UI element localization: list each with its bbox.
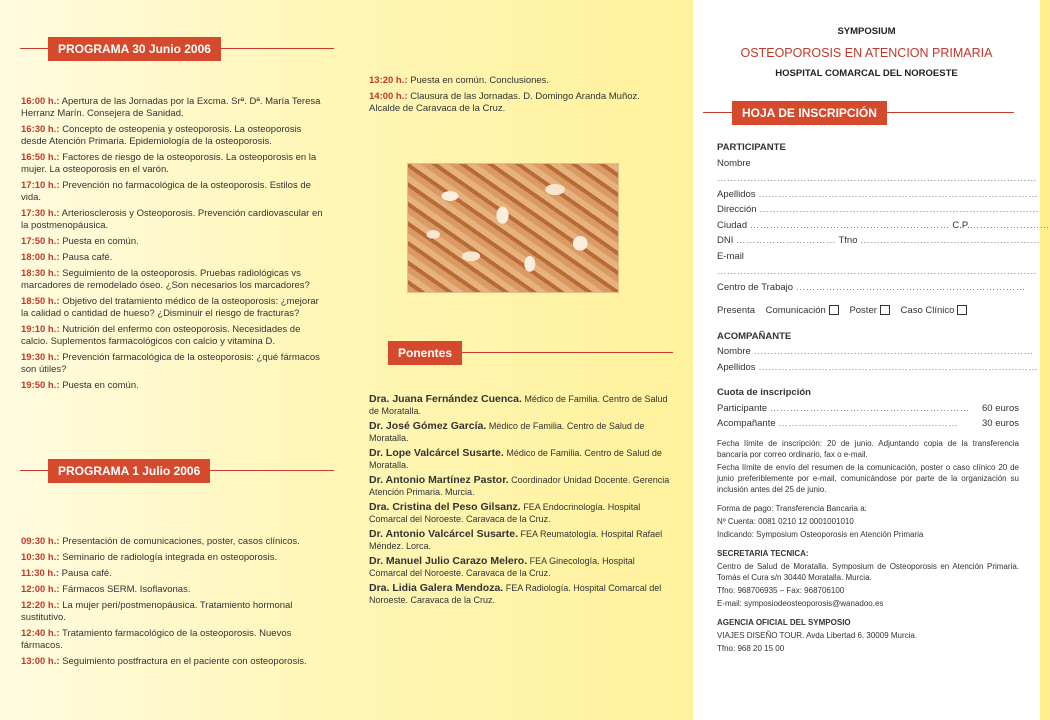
hospital-name: HOSPITAL COMARCAL DEL NOROESTE (775, 68, 958, 79)
symposium-title: OSTEOPOROSIS EN ATENCION PRIMARIA (740, 46, 993, 60)
program-item (21, 600, 327, 624)
email-label: E-mail (717, 250, 744, 262)
program-item-text: Clausura de las Jornadas. D. Domingo Aranda Muñoz. Alcalde de Caravaca de la Cruz. (369, 91, 640, 114)
tfno-label: Tfno (838, 235, 858, 246)
program-item-text: Concepto de osteopenia y osteoporosis. La osteoporosis desde Atención Primaria. Epidemiología de la osteoporosis. (21, 124, 302, 147)
program-item-text: Objetivo del tratamiento médico de la osteoporosis: ¿mejorar la calidad o cantidad de hueso? ¿Disminuir el riesgo de fracturas? (21, 296, 319, 319)
programa-30-junio-list (21, 96, 327, 396)
participante-heading: PARTICIPANTE (717, 142, 786, 153)
secretaria-address: Centro de Salud de Moratalla. Symposium de Osteoporosis en Atención Primaria. Tomás el Cura s/n 30440 Moratalla. Murcia. (717, 561, 1019, 582)
cuota-acompanante-label: Acompañante (717, 418, 776, 429)
program-item-text: Seguimiento de la osteoporosis. Pruebas radiológicas vs marcadores de remodelado óseo. ¿Son necesarios los marcadores? (21, 268, 310, 291)
ponente-role: FEA Reumatología. Hospital Rafael Méndez. Lorca. (369, 529, 663, 551)
cuota-participante-row: Participante …………………………………………………… 60 euros (717, 401, 1019, 417)
program-item-text: Puesta en común. Conclusiones. (410, 75, 550, 86)
programa-1-julio-title: PROGRAMA 1 Julio 2006 (48, 459, 210, 483)
program-item (21, 96, 327, 120)
ciudad-field[interactable]: Ciudad …………………………………………………… C.P.…………………… (717, 219, 1050, 231)
program-item (21, 252, 327, 264)
ponente-name: Dr. Manuel Julio Carazo Melero. (369, 555, 528, 567)
program-item-time: 18:30 h.: (21, 268, 60, 279)
cuota-acompanante-value: 30 euros (982, 418, 1019, 429)
poster-label: Poster (849, 305, 877, 316)
comunicacion-label: Comunicación (765, 305, 826, 316)
program-item-text: Pausa café. (62, 252, 113, 263)
program-item-time: 19:50 h.: (21, 380, 60, 391)
hoja-inscripcion-title: HOJA DE INSCRIPCIÓN (732, 101, 887, 125)
cuota-heading: Cuota de inscripción (717, 387, 811, 398)
apellidos-label: Apellidos (717, 188, 756, 200)
program-item-time: 16:30 h.: (21, 124, 60, 135)
program-item-text: Apertura de las Jornadas por la Excma. Srª. Dª. María Teresa Herranz Marín. Consejera de Sanidad. (21, 96, 321, 119)
centro-label: Centro de Trabajo (717, 281, 794, 293)
ponentes-title: Ponentes (388, 341, 462, 365)
nombre-field[interactable]: …………………………………………………………………………………… (717, 173, 1037, 184)
program-item-time: 12:40 h.: (21, 628, 60, 639)
hoja-inscripcion-header (703, 101, 1014, 125)
program-item (21, 236, 327, 248)
ponente-name: Dra. Lidia Galera Mendoza. (369, 582, 504, 594)
ponente-name: Dr. Antonio Martínez Pastor. (369, 474, 509, 486)
dni-label: DNI (717, 235, 734, 246)
agencia-phone: Tfno: 968 20 15 00 (717, 643, 785, 653)
program-item (21, 352, 327, 376)
program-item (21, 324, 327, 348)
program-item-time: 18:50 h.: (21, 296, 60, 307)
ponente-item (369, 582, 673, 606)
programa-1-julio-header (20, 459, 334, 483)
program-item-time: 12:00 h.: (21, 584, 60, 595)
direccion-field[interactable]: Dirección ………………………………………………………………………… (717, 204, 1040, 215)
acomp-apellidos-field[interactable]: Apellidos ………………………………………………………………………… (717, 361, 1039, 373)
ponente-name: Dra. Juana Fernández Cuenca. (369, 393, 522, 405)
registration-form (717, 140, 1050, 656)
ponente-name: Dr. José Gómez García. (369, 420, 487, 432)
caso-clinico-checkbox[interactable] (957, 305, 967, 315)
program-item-text: Pausa café. (61, 568, 112, 579)
program-item (21, 380, 327, 392)
ponente-name: Dr. Lope Valcárcel Susarte. (369, 447, 504, 459)
ponente-role: Médico de Familia. Centro de Salud de Moratalla. (369, 448, 662, 470)
program-item-time: 09:30 h.: (21, 536, 60, 547)
ponentes-list (369, 393, 673, 609)
acomp-apellidos-label: Apellidos (717, 361, 756, 373)
ponente-role: FEA Radiología. Hospital Comarcal del Noroeste. Caravaca de la Cruz. (369, 583, 662, 605)
presenta-row (717, 303, 1019, 319)
acomp-nombre-label: Nombre (717, 346, 751, 357)
ponente-item (369, 528, 673, 552)
program-item-text: Presentación de comunicaciones, poster, casos clínicos. (62, 536, 300, 547)
ponente-role: Médico de Familia. Centro de Salud de Moratalla. (369, 421, 645, 443)
program-item-time: 17:50 h.: (21, 236, 60, 247)
ponente-name: Dr. Antonio Valcárcel Susarte. (369, 528, 518, 540)
program-item (369, 75, 669, 87)
program-item (21, 208, 327, 232)
program-item (21, 584, 327, 596)
program-item-time: 13:00 h.: (21, 656, 60, 667)
program-item (21, 568, 327, 580)
program-item-text: Nutrición del enfermo con osteoporosis. Necesidades de calcio. Suplementos farmacológicos con calcio y vitamina D. (21, 324, 301, 347)
ponente-item (369, 447, 673, 471)
program-item-time: 11:30 h.: (21, 568, 60, 579)
nombre-label: Nombre (717, 157, 751, 169)
symposium-label: SYMPOSIUM (837, 26, 896, 37)
program-item (21, 268, 327, 292)
program-item-time: 19:30 h.: (21, 352, 60, 363)
ponente-role: Médico de Familia. Centro de Salud de Moratalla. (369, 394, 668, 416)
fecha-limite-resumen: Fecha límite de envío del resumen de la comunicación, poster o caso clínico 20 de junio preferiblemente por e-mail, comunicándose por parte de la organización su inclusión antes del 25 de junio. (717, 462, 1019, 494)
program-item (21, 296, 327, 320)
direccion-label: Dirección (717, 204, 757, 215)
agencia-address: VIAJES DISEÑO TOUR. Avda Libertad 6. 30009 Murcia. (717, 630, 918, 640)
program-item-text: Seminario de radiología integrada en osteoporosis. (62, 552, 278, 563)
program-item-text: Prevención no farmacológica de la osteoporosis. Estilos de vida. (21, 180, 311, 203)
program-item-time: 16:50 h.: (21, 152, 60, 163)
program-item (21, 552, 327, 564)
program-item-time: 17:10 h.: (21, 180, 60, 191)
program-item-text: Tratamiento farmacológico de la osteoporosis. Nuevos fármacos. (21, 628, 292, 651)
program-item-time: 19:10 h.: (21, 324, 60, 335)
program-item (369, 91, 669, 115)
program-item-time: 14:00 h.: (369, 91, 408, 102)
program-item-time: 17:30 h.: (21, 208, 60, 219)
fecha-limite-inscripcion: Fecha límite de inscripción: 20 de junio. Adjuntando copia de la transferencia bancaria por correo ordinario, fax o e-mail. (717, 438, 1019, 459)
secretaria-heading: SECRETARIA TECNICA: (717, 548, 809, 558)
program-item (21, 628, 327, 652)
caso-clinico-label: Caso Clínico (900, 305, 955, 316)
program-item-time: 16:00 h.: (21, 96, 60, 107)
email-field[interactable]: …………………………………………………………………………………… (717, 266, 1037, 277)
ciudad-label: Ciudad (717, 219, 748, 231)
ponente-role: FEA Ginecología. Hospital Comarcal del Noroeste. Caravaca de la Cruz. (369, 556, 635, 578)
apellidos-field[interactable]: Apellidos ………………………………………………………………………… (717, 188, 1039, 200)
centro-field[interactable]: Centro de Trabajo …………………………………………………………… (717, 281, 1026, 293)
cp-label: C.P. (952, 219, 970, 231)
program-item-text: Arteriosclerosis y Osteoporosis. Prevención cardiovascular en la postmenopáusica. (21, 208, 323, 231)
acomp-nombre-field[interactable]: Nombre ………………………………………………………………………… (717, 346, 1034, 357)
program-item-text: Puesta en común. (62, 380, 139, 391)
ponente-name: Dra. Cristina del Peso Gilsanz. (369, 501, 521, 513)
programa-30-junio-title: PROGRAMA 30 Junio 2006 (48, 37, 221, 61)
presenta-label: Presenta (717, 305, 756, 316)
programa-1-julio-list (21, 536, 327, 672)
program-item-text: Seguimiento postfractura en el paciente con osteoporosis. (62, 656, 307, 667)
program-item (21, 152, 327, 176)
numero-cuenta: Nº Cuenta: 0081 0210 12 0001001010 (717, 516, 854, 526)
secretaria-phone: Tfno: 968706935 – Fax: 968706100 (717, 585, 845, 595)
bone-trabecular-photo (407, 163, 619, 293)
program-item-time: 13:20 h.: (369, 75, 408, 86)
ponente-item (369, 393, 673, 417)
program-item-time: 18:00 h.: (21, 252, 60, 263)
cuota-participante-value: 60 euros (982, 402, 1019, 414)
poster-checkbox[interactable] (880, 305, 890, 315)
program-item-time: 10:30 h.: (21, 552, 60, 563)
ponentes-header (388, 341, 673, 365)
program-item-text: Prevención farmacológica de la osteoporosis: ¿qué fármacos son útiles? (21, 352, 320, 375)
program-item-text: Factores de riesgo de la osteoporosis. La osteoporosis en la mujer. La osteoporosis en el varón. (21, 152, 317, 175)
ponente-item (369, 501, 673, 525)
indicando-text: Indicando: Symposium Osteoporosis en Atención Primaria (717, 529, 924, 539)
ponente-item (369, 420, 673, 444)
comunicacion-checkbox[interactable] (829, 305, 839, 315)
dni-field[interactable]: DNI ………………………… Tfno ……………………………………………… (717, 235, 1041, 246)
program-item (21, 536, 327, 548)
program-item-text: Puesta en común. (62, 236, 139, 247)
ponente-item (369, 474, 673, 498)
ponente-item (369, 555, 673, 579)
program-item-time: 12:20 h.: (21, 600, 60, 611)
acompanante-heading: ACOMPAÑANTE (717, 330, 792, 342)
program-item (21, 124, 327, 148)
secretaria-email[interactable]: E-mail: symposiodeosteoporosis@wanadoo.es (717, 598, 884, 608)
ponente-role: FEA Endocrinología. Hospital Comarcal del Noroeste. Caravaca de la Cruz. (369, 502, 641, 524)
programa-30-junio-header (20, 37, 334, 61)
forma-pago: Forma de pago: Transferencia Bancaria a: (717, 503, 867, 513)
agencia-heading: AGENCIA OFICIAL DEL SYMPOSIO (717, 617, 851, 627)
program-item (21, 656, 327, 668)
program-item-text: La mujer peri/postmenopáusica. Tratamiento hormonal sustitutivo. (21, 600, 293, 623)
cuota-acompanante-row: Acompañante ……………………………………………… 30 euros (717, 416, 1019, 432)
programa-continuacion-list (369, 75, 669, 119)
ponente-role: Coordinador Unidad Docente. Gerencia Atención Primaria. Murcia. (369, 475, 670, 497)
program-item-text: Fármacos SERM. Isoflavonas. (62, 584, 191, 595)
cuota-participante-label: Participante (717, 402, 768, 414)
program-item (21, 180, 327, 204)
